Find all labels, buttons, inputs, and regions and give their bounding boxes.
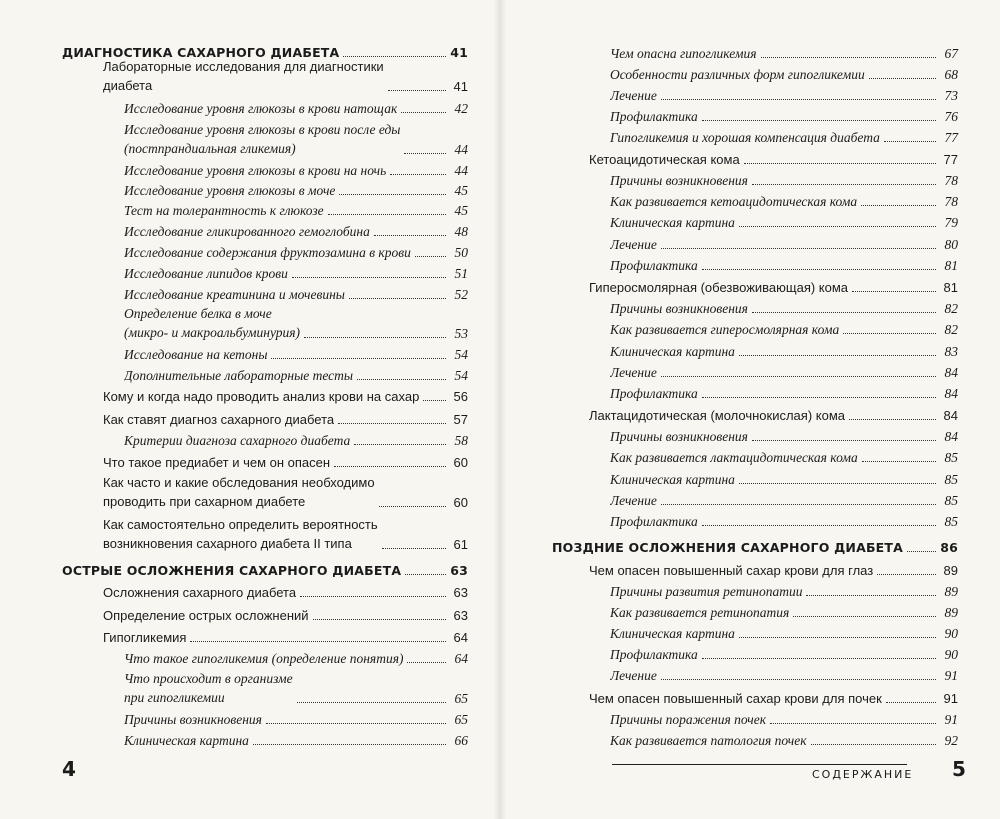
toc-entry-title: Профилактика: [610, 258, 698, 273]
toc-page-number: 85: [944, 514, 958, 529]
toc-page-number: 68: [944, 67, 958, 82]
toc-dot-leader: [852, 290, 936, 292]
toc-dot-leader: [423, 399, 446, 401]
toc-entry-title: Исследование на кетоны: [124, 347, 268, 362]
toc-dot-leader: [702, 119, 936, 121]
toc-dot-leader: [739, 225, 936, 227]
toc-entry: [124, 712, 468, 728]
toc-dot-leader: [304, 336, 446, 338]
toc-dot-leader: [297, 701, 446, 703]
toc-entry: [124, 733, 468, 749]
toc-entry-title-line: Лабораторные исследования для диагностики: [103, 59, 384, 74]
toc-entry-title: Чем опасен повышенный сахар крови для почек: [589, 691, 882, 706]
toc-page-number: 78: [944, 194, 958, 209]
toc-entry: [610, 584, 958, 600]
toc-entry: [589, 152, 958, 168]
toc-entry-title: Исследование уровня глюкозы в крови натощак: [124, 101, 398, 116]
toc-page-number: 58: [454, 433, 468, 448]
toc-dot-leader: [849, 418, 936, 420]
toc-dot-leader: [752, 183, 936, 185]
toc-entry-title-line: (постпрандиальная гликемия): [124, 141, 296, 156]
toc-page-number: 84: [944, 365, 958, 380]
toc-page-number: 45: [454, 203, 468, 218]
toc-dot-leader: [404, 152, 446, 154]
toc-entry-title-line: Как часто и какие обследования необходимо: [103, 475, 375, 490]
toc-entry: [610, 626, 958, 642]
toc-entry: [103, 389, 468, 405]
toc-page-number: 84: [944, 429, 958, 444]
toc-page-number: 61: [453, 537, 468, 552]
toc-page-number: 90: [944, 647, 958, 662]
toc-page-number: 86: [940, 540, 958, 555]
toc-page-number: 81: [943, 280, 958, 295]
toc-page-number: 80: [944, 237, 958, 252]
toc-entry-title: Клиническая картина: [610, 215, 735, 230]
toc-page-number: 54: [454, 368, 468, 383]
toc-entry: [610, 258, 958, 274]
toc-entry-title: Профилактика: [610, 386, 698, 401]
toc-entry: [610, 322, 958, 338]
toc-dot-leader: [328, 213, 446, 215]
toc-entry: [124, 347, 468, 363]
toc-dot-leader: [357, 378, 446, 380]
toc-entry: [610, 365, 958, 381]
toc-entry-title: Гипогликемия и хорошая компенсация диабета: [610, 130, 880, 145]
toc-entry-title: Клиническая картина: [610, 626, 735, 641]
toc-page-number: 77: [944, 130, 958, 145]
toc-dot-leader: [869, 77, 936, 79]
toc-entry: [610, 67, 958, 83]
toc-page-number: 85: [944, 450, 958, 465]
toc-dot-leader: [862, 460, 936, 462]
toc-dot-leader: [752, 311, 936, 313]
toc-entry: [103, 585, 468, 601]
toc-dot-leader: [253, 743, 446, 745]
toc-page-number: 50: [454, 245, 468, 260]
toc-dot-leader: [382, 547, 446, 549]
toc-entry-title: Лечение: [610, 365, 657, 380]
toc-page-number: 85: [944, 493, 958, 508]
toc-dot-leader: [415, 255, 446, 257]
toc-entry: [610, 733, 958, 749]
toc-page-number: 42: [454, 101, 468, 116]
footer-rule: [612, 764, 907, 765]
toc-dot-leader: [300, 595, 446, 597]
toc-entry-title: Кетоацидотическая кома: [589, 152, 740, 167]
toc-dot-leader: [379, 505, 446, 507]
toc-entry-title: Исследование гликированного гемоглобина: [124, 224, 370, 239]
toc-entry-title: Исследование креатинина и мочевины: [124, 287, 345, 302]
toc-entry-title: Как развивается патология почек: [610, 733, 807, 748]
toc-dot-leader: [292, 276, 446, 278]
toc-entry-title: Профилактика: [610, 647, 698, 662]
toc-entry-title: Причины возникновения: [610, 429, 748, 444]
toc-entry-title: Причины возникновения: [610, 173, 748, 188]
toc-entry-title: Кому и когда надо проводить анализ крови на сахар: [103, 389, 420, 404]
toc-entry: [124, 163, 468, 179]
toc-entry: [610, 237, 958, 253]
toc-entry-title-line: Исследование уровня глюкозы в крови после еды: [124, 122, 401, 137]
toc-dot-leader: [806, 594, 936, 596]
toc-entry: [589, 280, 958, 296]
toc-page-number: 90: [944, 626, 958, 641]
toc-entry: [124, 203, 468, 219]
toc-entry: [124, 266, 468, 282]
toc-dot-leader: [334, 465, 446, 467]
toc-dot-leader: [407, 661, 446, 663]
toc-entry-title: Что такое гипогликемия (определение понятия): [124, 651, 404, 666]
toc-page-number: 48: [454, 224, 468, 239]
toc-page-number: 82: [944, 301, 958, 316]
toc-page-number: 85: [944, 472, 958, 487]
toc-entry-title: Лечение: [610, 237, 657, 252]
toc-page-number: 64: [454, 651, 468, 666]
toc-dot-leader: [907, 550, 936, 552]
toc-entry-title-line: (микро- и макроальбуминурия): [124, 325, 301, 340]
toc-page-number: 76: [944, 109, 958, 124]
toc-page-number: 77: [943, 152, 958, 167]
toc-entry-title: Профилактика: [610, 109, 698, 124]
toc-page-number: 84: [943, 408, 958, 423]
toc-entry-title: Как развивается кетоацидотическая кома: [610, 194, 858, 209]
toc-page-number: 73: [944, 88, 958, 103]
page-number-right: 5: [952, 757, 966, 781]
toc-entry: [124, 368, 468, 384]
toc-page-number: 84: [944, 386, 958, 401]
toc-entry-title-line: при гипогликемии: [124, 690, 225, 705]
toc-entry: [589, 563, 958, 579]
toc-dot-leader: [843, 332, 936, 334]
toc-entry-title: Клиническая картина: [124, 733, 249, 748]
toc-section-heading: [62, 563, 468, 579]
toc-entry-title: Дополнительные лабораторные тесты: [124, 368, 354, 383]
toc-page-number: 60: [453, 455, 468, 470]
toc-entry-title: [103, 57, 384, 95]
toc-entry: [124, 224, 468, 240]
toc-entry: [610, 668, 958, 684]
toc-page-number: 65: [454, 691, 468, 706]
toc-entry: [610, 173, 958, 189]
toc-dot-leader: [374, 234, 446, 236]
toc-entry-title: Причины возникновения: [610, 301, 748, 316]
toc-page-number: 51: [454, 266, 468, 281]
toc-page-number: 63: [450, 563, 468, 578]
toc-entry-title: ДИАГНОСТИКА САХАРНОГО ДИАБЕТА: [62, 45, 340, 60]
toc-entry: [610, 450, 958, 466]
toc-entry: [610, 344, 958, 360]
toc-entry: [103, 57, 468, 95]
toc-entry: [124, 287, 468, 303]
toc-entry: [124, 101, 468, 117]
toc-dot-leader: [405, 573, 446, 575]
toc-page-number: 57: [453, 412, 468, 427]
toc-entry: [610, 88, 958, 104]
toc-entry: [610, 109, 958, 125]
toc-page-number: 67: [944, 46, 958, 61]
toc-entry-title: Чем опасна гипогликемия: [610, 46, 757, 61]
toc-dot-leader: [884, 140, 936, 142]
toc-dot-leader: [661, 678, 936, 680]
toc-entry: [124, 245, 468, 261]
toc-page-number: 66: [454, 733, 468, 748]
toc-page-number: 56: [453, 389, 468, 404]
toc-dot-leader: [190, 640, 446, 642]
toc-entry-title: ОСТРЫЕ ОСЛОЖНЕНИЯ САХАРНОГО ДИАБЕТА: [62, 563, 402, 578]
toc-entry-title: Причины возникновения: [124, 712, 262, 727]
toc-dot-leader: [861, 204, 936, 206]
toc-entry: [589, 408, 958, 424]
toc-dot-leader: [338, 422, 446, 424]
toc-page-number: 44: [454, 163, 468, 178]
toc-entry-title: Клиническая картина: [610, 472, 735, 487]
toc-dot-leader: [739, 482, 936, 484]
toc-entry: [124, 669, 468, 707]
toc-entry-title: Особенности различных форм гипогликемии: [610, 67, 865, 82]
toc-dot-leader: [271, 357, 446, 359]
toc-dot-leader: [739, 354, 936, 356]
toc-page-number: 64: [453, 630, 468, 645]
toc-entry-title: [124, 120, 400, 158]
toc-entry-title: Исследование содержания фруктозамина в крови: [124, 245, 411, 260]
toc-entry: [103, 515, 468, 553]
toc-entry-title: Осложнения сахарного диабета: [103, 585, 297, 600]
toc-dot-leader: [752, 439, 936, 441]
toc-page-number: 78: [944, 173, 958, 188]
toc-entry-title: [103, 473, 375, 511]
toc-dot-leader: [761, 56, 936, 58]
toc-entry-title: Гиперосмолярная (обезвоживающая) кома: [589, 280, 849, 295]
toc-entry-title: Клиническая картина: [610, 344, 735, 359]
toc-entry-title: Как развивается лактацидотическая кома: [610, 450, 858, 465]
toc-dot-leader: [793, 615, 936, 617]
toc-page-number: 82: [944, 322, 958, 337]
toc-entry-title: Лечение: [610, 668, 657, 683]
toc-page-number: 91: [943, 691, 958, 706]
toc-dot-leader: [886, 701, 936, 703]
toc-entry: [610, 301, 958, 317]
toc-entry-title-line: диабета: [103, 78, 153, 93]
toc-entry-title: Как ставят диагноз сахарного диабета: [103, 412, 335, 427]
toc-page-number: 83: [944, 344, 958, 359]
toc-entry: [610, 46, 958, 62]
toc-dot-leader: [702, 657, 936, 659]
toc-page-number: 63: [453, 585, 468, 600]
toc-page-number: 81: [944, 258, 958, 273]
toc-page-number: 52: [454, 287, 468, 302]
toc-entry: [103, 608, 468, 624]
toc-entry-title: Причины развития ретинопатии: [610, 584, 803, 599]
toc-dot-leader: [390, 173, 446, 175]
toc-entry: [610, 472, 958, 488]
toc-entry-title-line: возникновения сахарного диабета II типа: [103, 536, 352, 551]
toc-entry: [610, 386, 958, 402]
toc-entry-title: [124, 669, 293, 707]
toc-section-heading: [552, 540, 958, 556]
toc-dot-leader: [702, 268, 936, 270]
toc-entry: [610, 429, 958, 445]
toc-dot-leader: [877, 573, 936, 575]
toc-dot-leader: [661, 98, 936, 100]
toc-page-number: 89: [944, 584, 958, 599]
toc-entry-title: Чем опасен повышенный сахар крови для глаз: [589, 563, 874, 578]
toc-entry: [103, 630, 468, 646]
page-number-left: 4: [62, 757, 76, 781]
toc-page-number: 89: [944, 605, 958, 620]
right-page: [500, 0, 1000, 819]
toc-entry: [610, 514, 958, 530]
toc-dot-leader: [401, 111, 446, 113]
toc-entry-title-line: Определение белка в моче: [124, 306, 272, 321]
toc-page-number: 54: [454, 347, 468, 362]
toc-page-number: 91: [944, 668, 958, 683]
toc-page-number: 79: [944, 215, 958, 230]
toc-entry-title: Критерии диагноза сахарного диабета: [124, 433, 351, 448]
toc-entry: [103, 412, 468, 428]
toc-page-number: 41: [453, 79, 468, 94]
toc-entry-title-line: Как самостоятельно определить вероятность: [103, 517, 378, 532]
toc-entry-title: Профилактика: [610, 514, 698, 529]
toc-dot-leader: [811, 743, 936, 745]
toc-entry: [610, 605, 958, 621]
toc-entry: [124, 433, 468, 449]
toc-entry-title: Как развивается ретинопатия: [610, 605, 790, 620]
toc-dot-leader: [354, 443, 446, 445]
toc-dot-leader: [661, 247, 936, 249]
toc-entry: [610, 493, 958, 509]
toc-dot-leader: [388, 89, 446, 91]
toc-dot-leader: [266, 722, 446, 724]
toc-page-number: 53: [454, 326, 468, 341]
toc-entry: [124, 183, 468, 199]
toc-dot-leader: [313, 618, 446, 620]
toc-entry: [589, 691, 958, 707]
toc-page-number: 91: [944, 712, 958, 727]
toc-entry-title: Исследование уровня глюкозы в крови на ночь: [124, 163, 387, 178]
toc-page-number: 63: [453, 608, 468, 623]
toc-page-number: 41: [450, 45, 468, 60]
toc-entry-title: Гипогликемия: [103, 630, 187, 645]
toc-entry: [124, 651, 468, 667]
toc-entry: [610, 215, 958, 231]
toc-dot-leader: [739, 636, 936, 638]
toc-entry: [103, 473, 468, 511]
toc-page-number: 92: [944, 733, 958, 748]
toc-dot-leader: [661, 503, 936, 505]
toc-entry: [103, 455, 468, 471]
toc-dot-leader: [702, 524, 936, 526]
toc-entry-title: Определение острых осложнений: [103, 608, 309, 623]
toc-entry-title: [124, 304, 300, 342]
toc-dot-leader: [770, 722, 936, 724]
toc-page-number: 60: [453, 495, 468, 510]
toc-dot-leader: [339, 193, 446, 195]
toc-entry-title: Лечение: [610, 493, 657, 508]
toc-entry: [610, 194, 958, 210]
toc-entry: [610, 130, 958, 146]
toc-entry-title: Исследование липидов крови: [124, 266, 288, 281]
toc-entry-title: Как развивается гиперосмолярная кома: [610, 322, 840, 337]
toc-dot-leader: [744, 162, 936, 164]
toc-entry-title: [103, 515, 378, 553]
toc-dot-leader: [349, 297, 446, 299]
toc-entry-title: Тест на толерантность к глюкозе: [124, 203, 324, 218]
toc-entry: [610, 712, 958, 728]
toc-entry-title: Причины поражения почек: [610, 712, 767, 727]
toc-entry-title: ПОЗДНИЕ ОСЛОЖНЕНИЯ САХАРНОГО ДИАБЕТА: [552, 540, 904, 555]
toc-dot-leader: [661, 375, 936, 377]
toc-entry-title-line: Что происходит в организме: [124, 671, 293, 686]
toc-entry-title: Лечение: [610, 88, 657, 103]
toc-entry: [124, 120, 468, 158]
toc-entry: [124, 304, 468, 342]
toc-page-number: 89: [943, 563, 958, 578]
toc-page-number: 44: [454, 142, 468, 157]
toc-entry-title-line: проводить при сахарном диабете: [103, 494, 306, 509]
toc-entry-title: Лактацидотическая (молочнокислая) кома: [589, 408, 845, 423]
toc-page-number: 65: [454, 712, 468, 727]
footer-section-label: СОДЕРЖАНИЕ: [812, 768, 914, 781]
toc-page-number: 45: [454, 183, 468, 198]
toc-entry-title: Исследование уровня глюкозы в моче: [124, 183, 336, 198]
toc-entry: [610, 647, 958, 663]
toc-entry-title: Что такое предиабет и чем он опасен: [103, 455, 331, 470]
toc-dot-leader: [702, 396, 936, 398]
